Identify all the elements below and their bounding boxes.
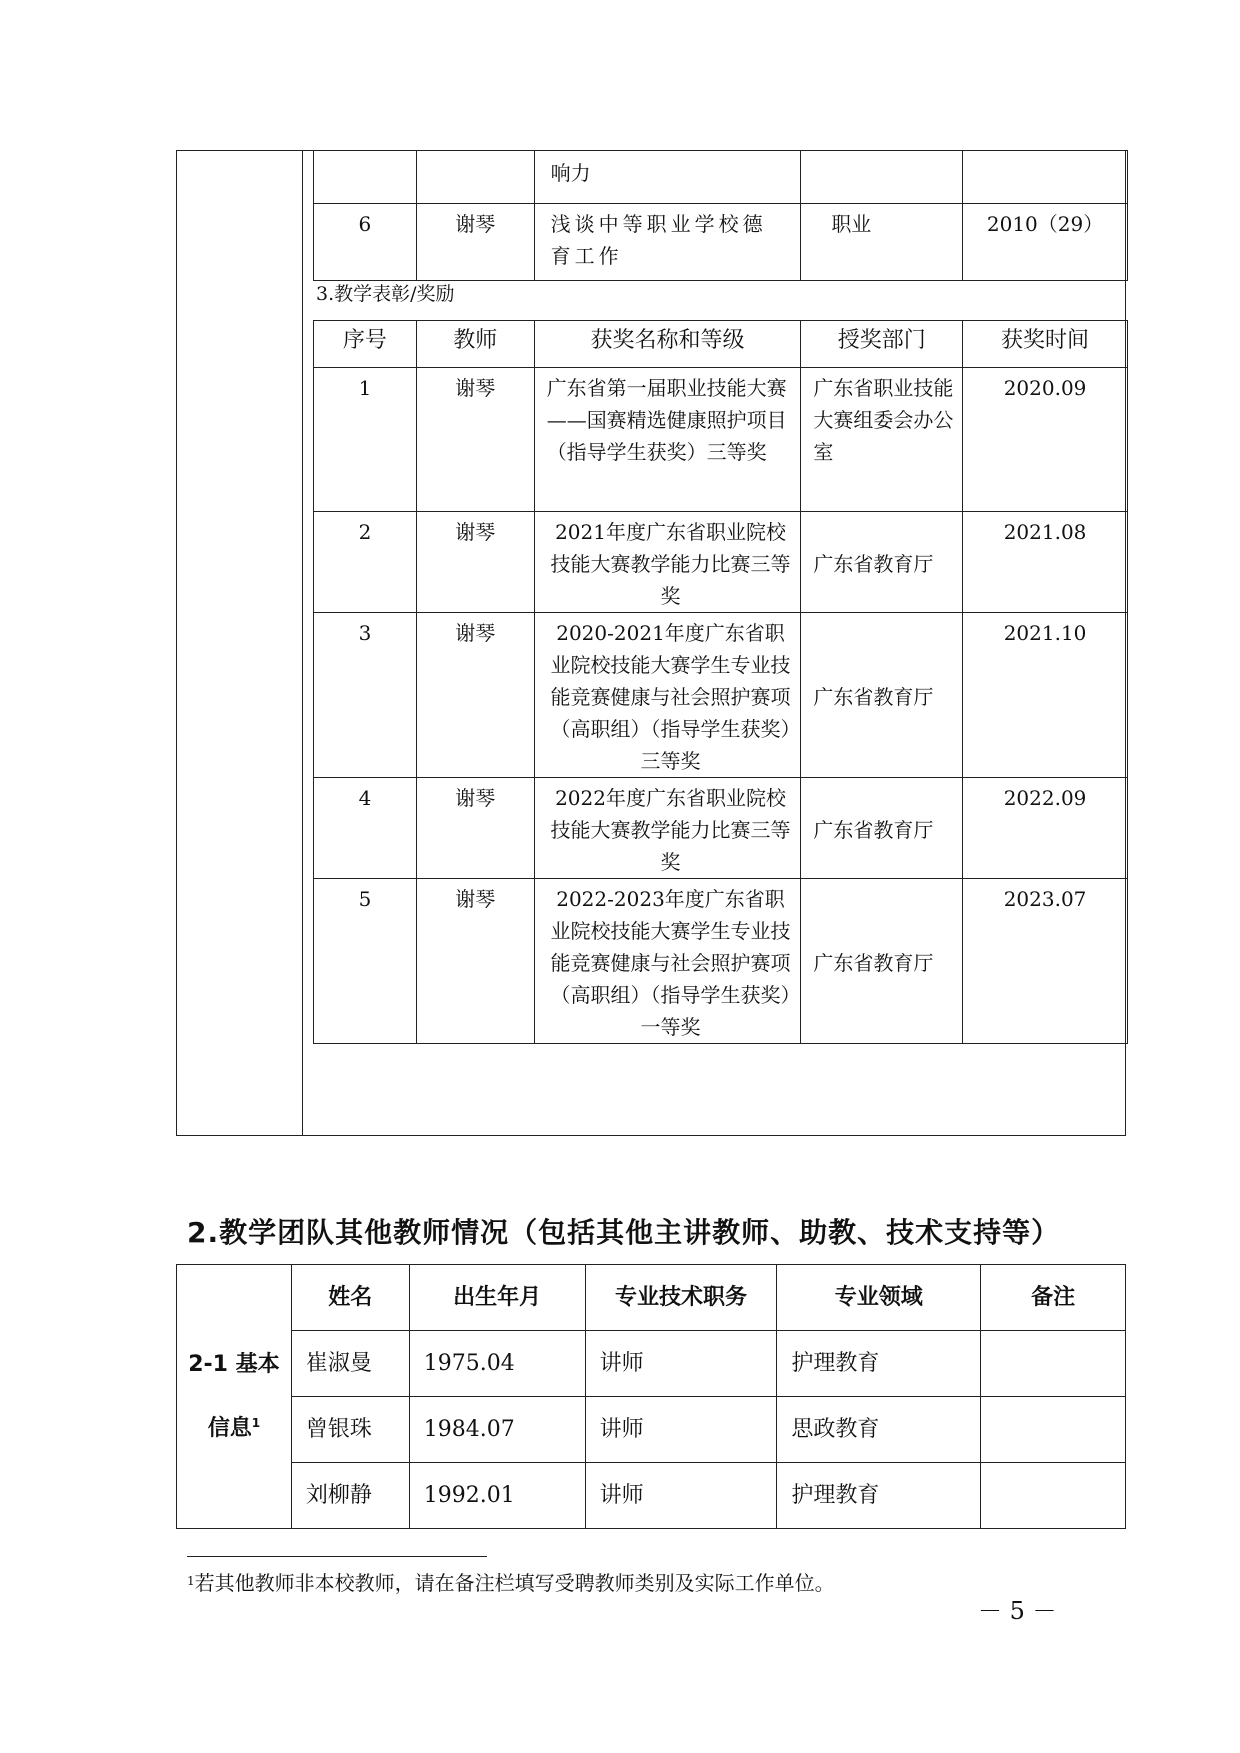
member-note xyxy=(981,1463,1126,1529)
award-name: 广东省第一届职业技能大赛——国赛精选健康照护项目（指导学生获奖）三等奖 xyxy=(534,368,801,512)
member-name: 曾银珠 xyxy=(291,1397,409,1463)
member-title: 讲师 xyxy=(585,1463,777,1529)
header-no: 序号 xyxy=(314,321,417,368)
member-field: 护理教育 xyxy=(777,1331,981,1397)
table-header-row xyxy=(314,321,1128,368)
table-row xyxy=(314,368,1128,512)
table-row xyxy=(314,613,1128,778)
award-name: 2022-2023年度广东省职业院校技能大赛学生专业技能竞赛健康与社会照护赛项（高职组）（指导学生获奖）一等奖 xyxy=(534,879,801,1044)
pub-no xyxy=(314,151,417,204)
basic-info-label xyxy=(177,1265,292,1529)
basic-info-label-line1: 2-1 基本 xyxy=(188,1351,280,1377)
award-date: 2020.09 xyxy=(963,368,1128,512)
table-row xyxy=(314,204,1128,281)
header-title: 专业技术职务 xyxy=(585,1265,777,1331)
pub-no: 6 xyxy=(314,204,417,281)
pub-year: 2010（29） xyxy=(963,204,1128,281)
header-name: 姓名 xyxy=(291,1265,409,1331)
member-title: 讲师 xyxy=(585,1331,777,1397)
award-no: 4 xyxy=(314,778,417,879)
header-birth: 出生年月 xyxy=(409,1265,585,1331)
header-dept: 授奖部门 xyxy=(801,321,963,368)
table-row xyxy=(314,512,1128,613)
member-name: 刘柳静 xyxy=(291,1463,409,1529)
award-dept: 广东省教育厅 xyxy=(801,512,963,613)
award-date: 2022.09 xyxy=(963,778,1128,879)
pub-title: 响力 xyxy=(534,151,801,204)
member-note xyxy=(981,1331,1126,1397)
member-name: 崔淑曼 xyxy=(291,1331,409,1397)
award-no: 2 xyxy=(314,512,417,613)
page-number: － 5 － xyxy=(978,1597,1057,1625)
award-no: 3 xyxy=(314,613,417,778)
table-row xyxy=(177,1397,1126,1463)
award-no: 5 xyxy=(314,879,417,1044)
footnote-text: 若其他教师非本校教师，请在备注栏填写受聘教师类别及实际工作单位。 xyxy=(194,1571,835,1595)
award-dept: 广东省教育厅 xyxy=(801,879,963,1044)
awards-caption: 3.教学表彰/奖励 xyxy=(316,283,455,305)
award-teacher: 谢琴 xyxy=(416,512,534,613)
section-title: 2.教学团队其他教师情况（包括其他主讲教师、助教、技术支持等） xyxy=(187,1216,1061,1249)
award-dept: 广东省教育厅 xyxy=(801,613,963,778)
publications-table xyxy=(313,150,1128,281)
header-note: 备注 xyxy=(981,1265,1126,1331)
award-name: 2022年度广东省职业院校技能大赛教学能力比赛三等奖 xyxy=(534,778,801,879)
pub-journal: 职业 xyxy=(801,204,963,281)
pub-teacher: 谢琴 xyxy=(416,204,534,281)
member-field: 护理教育 xyxy=(777,1463,981,1529)
award-name: 2020-2021年度广东省职业院校技能大赛学生专业技能竞赛健康与社会照护赛项（高职组）（指导学生获奖）三等奖 xyxy=(534,613,801,778)
header-field: 专业领域 xyxy=(777,1265,981,1331)
footnote-marker: 1 xyxy=(187,1574,195,1588)
award-date: 2023.07 xyxy=(963,879,1128,1044)
award-date: 2021.10 xyxy=(963,613,1128,778)
award-name: 2021年度广东省职业院校技能大赛教学能力比赛三等奖 xyxy=(534,512,801,613)
header-award-name: 获奖名称和等级 xyxy=(534,321,801,368)
table-header-row xyxy=(177,1265,1126,1331)
header-teacher: 教师 xyxy=(416,321,534,368)
table-row xyxy=(314,879,1128,1044)
award-date: 2021.08 xyxy=(963,512,1128,613)
member-title: 讲师 xyxy=(585,1397,777,1463)
member-birth: 1975.04 xyxy=(409,1331,585,1397)
table-row xyxy=(314,151,1128,204)
pub-journal xyxy=(801,151,963,204)
award-dept: 广东省教育厅 xyxy=(801,778,963,879)
footnote-ref: 1 xyxy=(251,1415,261,1430)
pub-title: 浅谈中等职业学校德育工作 xyxy=(534,204,801,281)
award-dept: 广东省职业技能大赛组委会办公室 xyxy=(801,368,963,512)
award-no: 1 xyxy=(314,368,417,512)
table-row xyxy=(314,778,1128,879)
header-date: 获奖时间 xyxy=(963,321,1128,368)
award-teacher: 谢琴 xyxy=(416,613,534,778)
footnote-divider xyxy=(187,1556,487,1557)
member-note xyxy=(981,1397,1126,1463)
table-row xyxy=(177,1331,1126,1397)
award-teacher: 谢琴 xyxy=(416,778,534,879)
pub-year xyxy=(963,151,1128,204)
basic-info-label-line2: 信息 xyxy=(207,1415,252,1441)
team-members-table xyxy=(176,1264,1126,1529)
table-row xyxy=(177,1463,1126,1529)
pub-teacher xyxy=(416,151,534,204)
member-birth: 1992.01 xyxy=(409,1463,585,1529)
section-frame-divider xyxy=(302,150,303,1136)
footnote xyxy=(187,1568,835,1598)
award-teacher: 谢琴 xyxy=(416,879,534,1044)
awards-table xyxy=(313,320,1128,1044)
member-birth: 1984.07 xyxy=(409,1397,585,1463)
award-teacher: 谢琴 xyxy=(416,368,534,512)
member-field: 思政教育 xyxy=(777,1397,981,1463)
